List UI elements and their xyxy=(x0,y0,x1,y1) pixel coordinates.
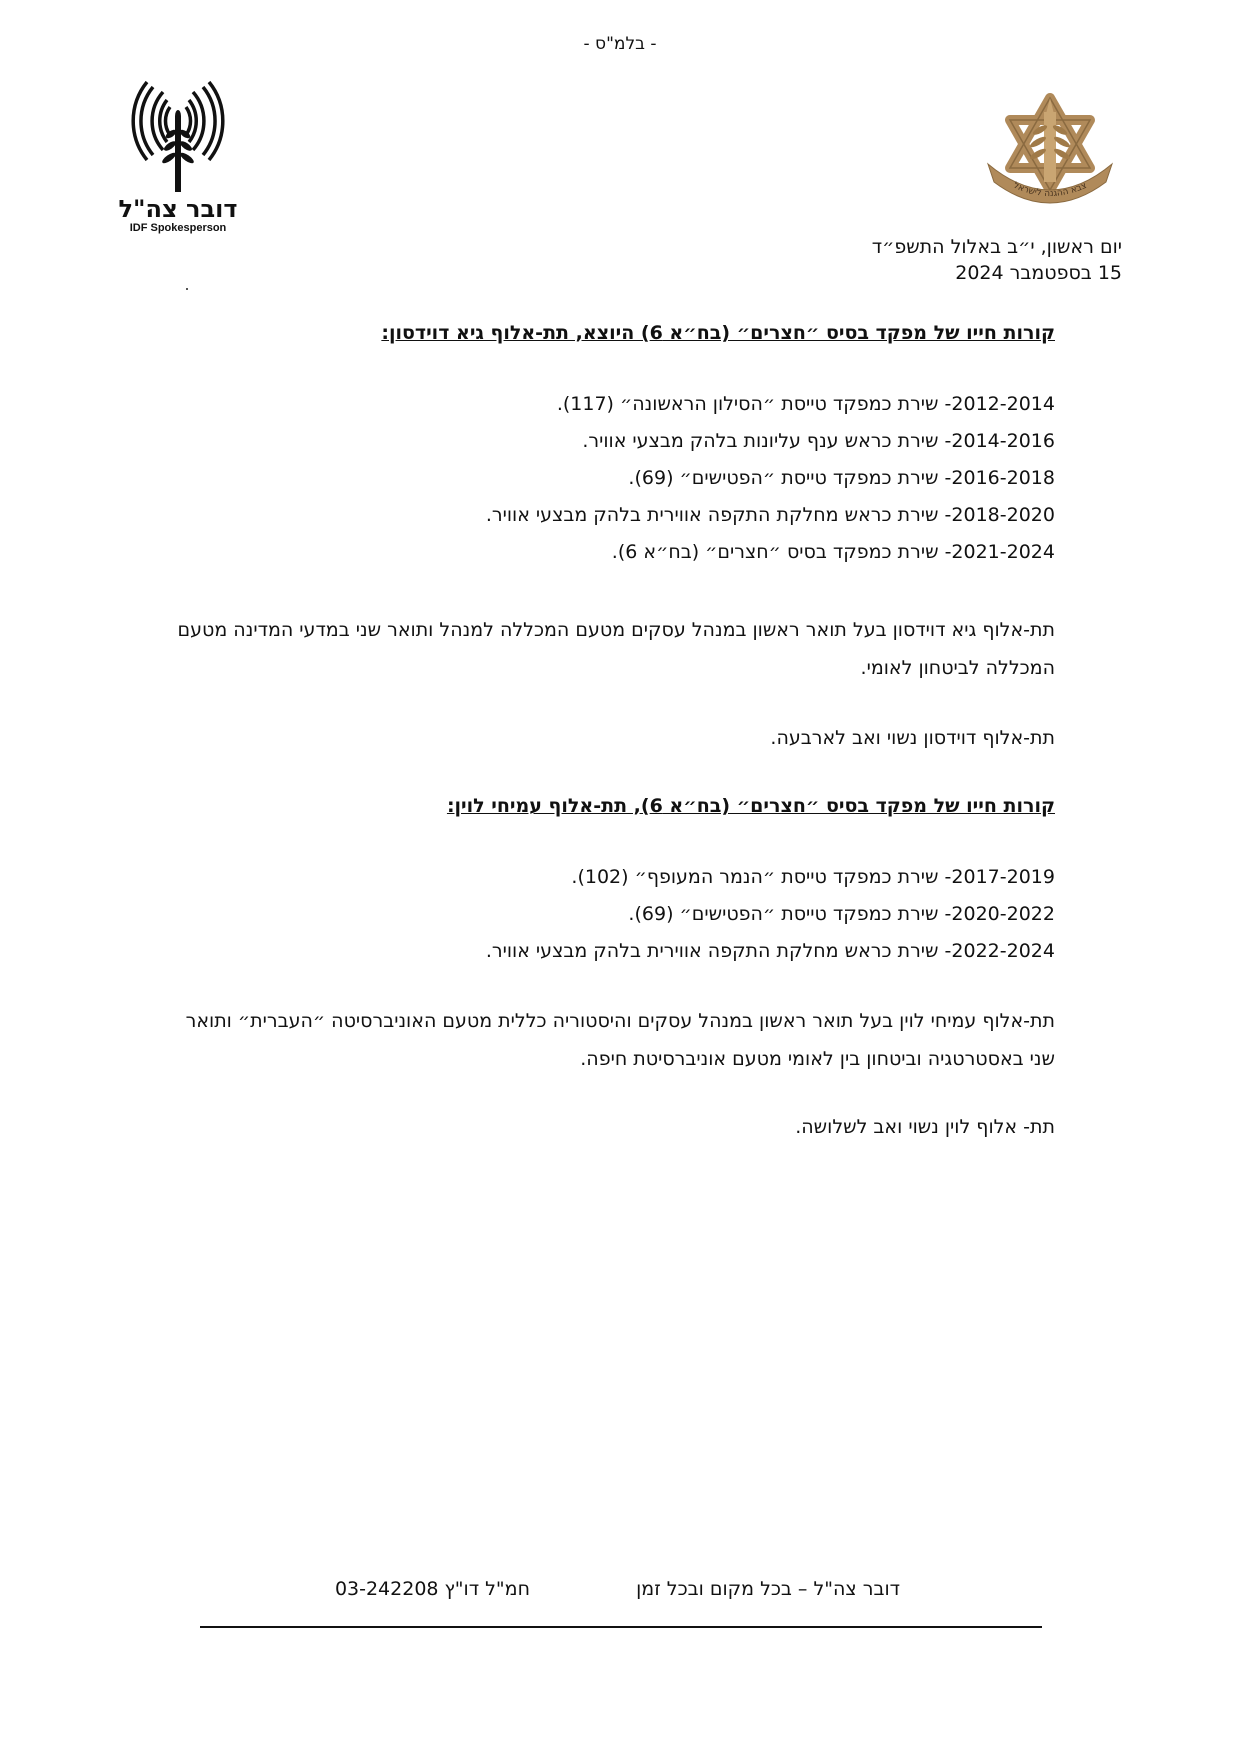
footer-hotline: חמ"ל דו"ץ 03-242208 xyxy=(334,1578,530,1600)
section-heading: קורות חייו של מפקד בסיס ״חצרים״ (בח״א 6), תת-אלוף עמיחי לוין: xyxy=(446,795,1055,817)
career-item: 2016-2018- שירת כמפקד טייסת ״הפטישים״ (69). xyxy=(628,467,1055,489)
date-block xyxy=(872,234,1122,286)
career-item: 2012-2014- שירת כמפקד טייסת ״הסילון הראשונה״ (117). xyxy=(556,393,1055,415)
date-gregorian: 15 בספטמבר 2024 xyxy=(955,262,1122,284)
document-body xyxy=(175,320,1055,1146)
footer-divider xyxy=(200,1626,1042,1628)
career-item: 2020-2022- שירת כמפקד טייסת ״הפטישים״ (69). xyxy=(628,903,1055,925)
date-hebrew: יום ראשון, י״ב באלול התשפ״ד xyxy=(871,236,1122,258)
idf-emblem xyxy=(980,90,1120,224)
classification-header: - בלמ"ס - xyxy=(583,34,657,54)
radio-antenna-icon xyxy=(123,76,233,194)
career-item: 2017-2019- שירת כמפקד טייסת ״הנמר המעופף״ (102). xyxy=(571,866,1055,888)
idf-emblem-icon xyxy=(980,90,1120,220)
spokesperson-logo-english: IDF Spokesperson xyxy=(129,222,227,234)
family-paragraph: תת- אלוף לוין נשוי ואב לשלושה. xyxy=(795,1116,1055,1138)
career-item: 2022-2024- שירת כראש מחלקת התקפה אווירית בלהק מבצעי אוויר. xyxy=(485,940,1055,962)
education-paragraph: תת-אלוף עמיחי לוין בעל תואר ראשון במנהל עסקים והיסטוריה כללית מטעם האוניברסיטה ״העברית״ ותואר שני באסטרטגיה וביטחון בין לאומי מטעם אוניברסיטת חיפה. xyxy=(185,1010,1055,1070)
career-item: 2014-2016- שירת כראש ענף עליונות בלהק מבצעי אוויר. xyxy=(582,430,1055,452)
section-heading: קורות חייו של מפקד בסיס ״חצרים״ (בח״א 6) היוצא, תת-אלוף גיא דוידסון: xyxy=(381,322,1055,344)
family-paragraph: תת-אלוף דוידסון נשוי ואב לארבעה. xyxy=(770,727,1055,749)
career-item: 2018-2020- שירת כראש מחלקת התקפה אווירית בלהק מבצעי אוויר. xyxy=(485,504,1055,526)
career-list xyxy=(175,386,1055,571)
career-item: 2021-2024- שירת כמפקד בסיס ״חצרים״ (בח״א 6). xyxy=(611,541,1055,563)
spokesperson-logo xyxy=(118,76,238,246)
career-list xyxy=(175,859,1055,970)
education-paragraph: תת-אלוף גיא דוידסון בעל תואר ראשון במנהל עסקים מטעם המכללה למנהל ותואר שני במדעי המדינה מטעם המכללה לביטחון לאומי. xyxy=(177,619,1055,679)
spokesperson-logo-hebrew: דובר צה"ל xyxy=(118,195,238,223)
stray-mark xyxy=(186,288,188,290)
footer-slogan: דובר צה"ל – בכל מקום ובכל זמן xyxy=(636,1578,900,1600)
idf-emblem-text: צבא ההגנה לישראל xyxy=(1011,180,1089,200)
